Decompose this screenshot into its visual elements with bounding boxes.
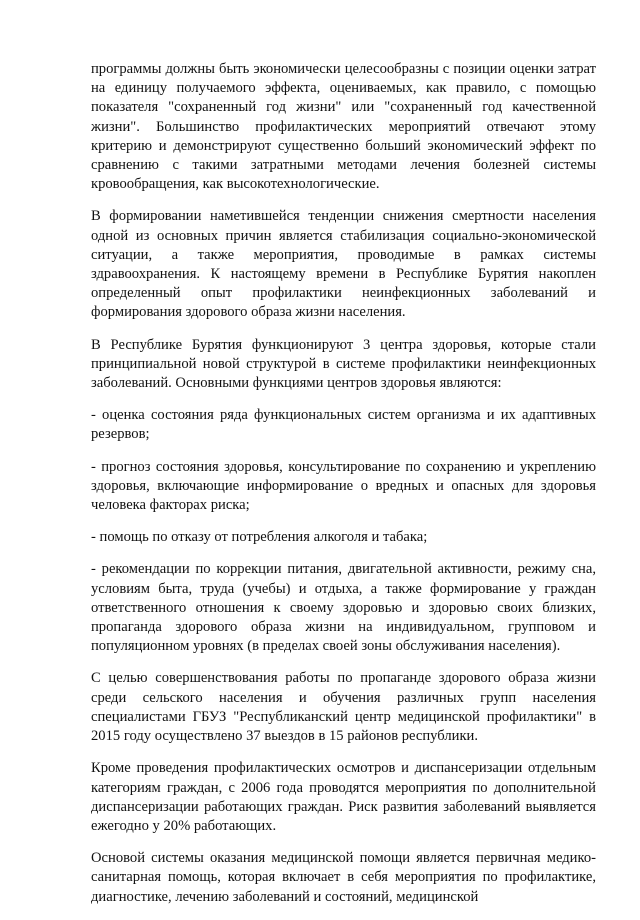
- list-item-prognosis: - прогноз состояния здоровья, консультирование по сохранению и укреплению здоровья, включающие информирование о вредных и опасных для здоровья человека факторах риска;: [91, 458, 596, 514]
- paragraph-dispensarization: Кроме проведения профилактических осмотров и диспансеризации отдельным категориям граждан, с 2006 года проводятся мероприятия по дополнительной диспансеризации работающих граждан. Риск развития заболеваний выявляется ежегодно у 20% работающих.: [91, 760, 596, 834]
- paragraph-primary-care: Основой системы оказания медицинской помощи является первичная медико-санитарная помощь, которая включает в себя мероприятия по профилактике, диагностике, лечению заболеваний и состояний, медицинской: [91, 850, 596, 905]
- paragraph-mortality-trend: В формировании наметившейся тенденции снижения смертности населения одной из основных причин является стабилизация социально-экономической ситуации, а также мероприятия, проводимые в рамках системы здравоохранения. К настоящему времени в Республике Бурятия накоплен определенный опыт профилактики неинфекционных заболеваний и формирования здорового образа жизни населения.: [91, 208, 596, 321]
- list-item-assessment: - оценка состояния ряда функциональных систем организма и их адаптивных резервов;: [91, 407, 596, 443]
- paragraph-economic-effect: программы должны быть экономически целесообразны с позиции оценки затрат на единицу получаемого эффекта, оцениваемых, как правило, с помощью показателя "сохраненный год жизни" или "сохраненный год качественной жизни". Большинство профилактических мероприятий отвечают этому критерию и демонстрируют существенно больший экономический эффект по сравнению с такими затратными методами лечения болезней системы кровообращения, как высокотехнологические.: [91, 61, 596, 193]
- list-item-alcohol-tobacco: - помощь по отказу от потребления алкоголя и табака;: [91, 529, 428, 546]
- document-page: [91, 60, 596, 920]
- list-item-recommendations: - рекомендации по коррекции питания, двигательной активности, режиму сна, условиям быта, труда (учебы) и отдыха, а также формирование у граждан ответственного отношения к своему здоровью и здоровью своих близких, пропаганда здорового образа жизни на индивидуальном, групповом и популяционном уровнях (в пределах своей зоны обслуживания населения).: [91, 561, 596, 655]
- paragraph-health-centers: В Республике Бурятия функционируют 3 центра здоровья, которые стали принципиальной новой структурой в системе профилактики неинфекционных заболеваний. Основными функциями центров здоровья являются:: [91, 336, 596, 392]
- paragraph-rural-outreach: С целью совершенствования работы по пропаганде здорового образа жизни среди сельского населения и обучения различных групп населения специалистами ГБУЗ "Республиканский центр медицинской профилактики" в 2015 году осуществлено 37 выездов в 15 районов республики.: [91, 670, 596, 745]
